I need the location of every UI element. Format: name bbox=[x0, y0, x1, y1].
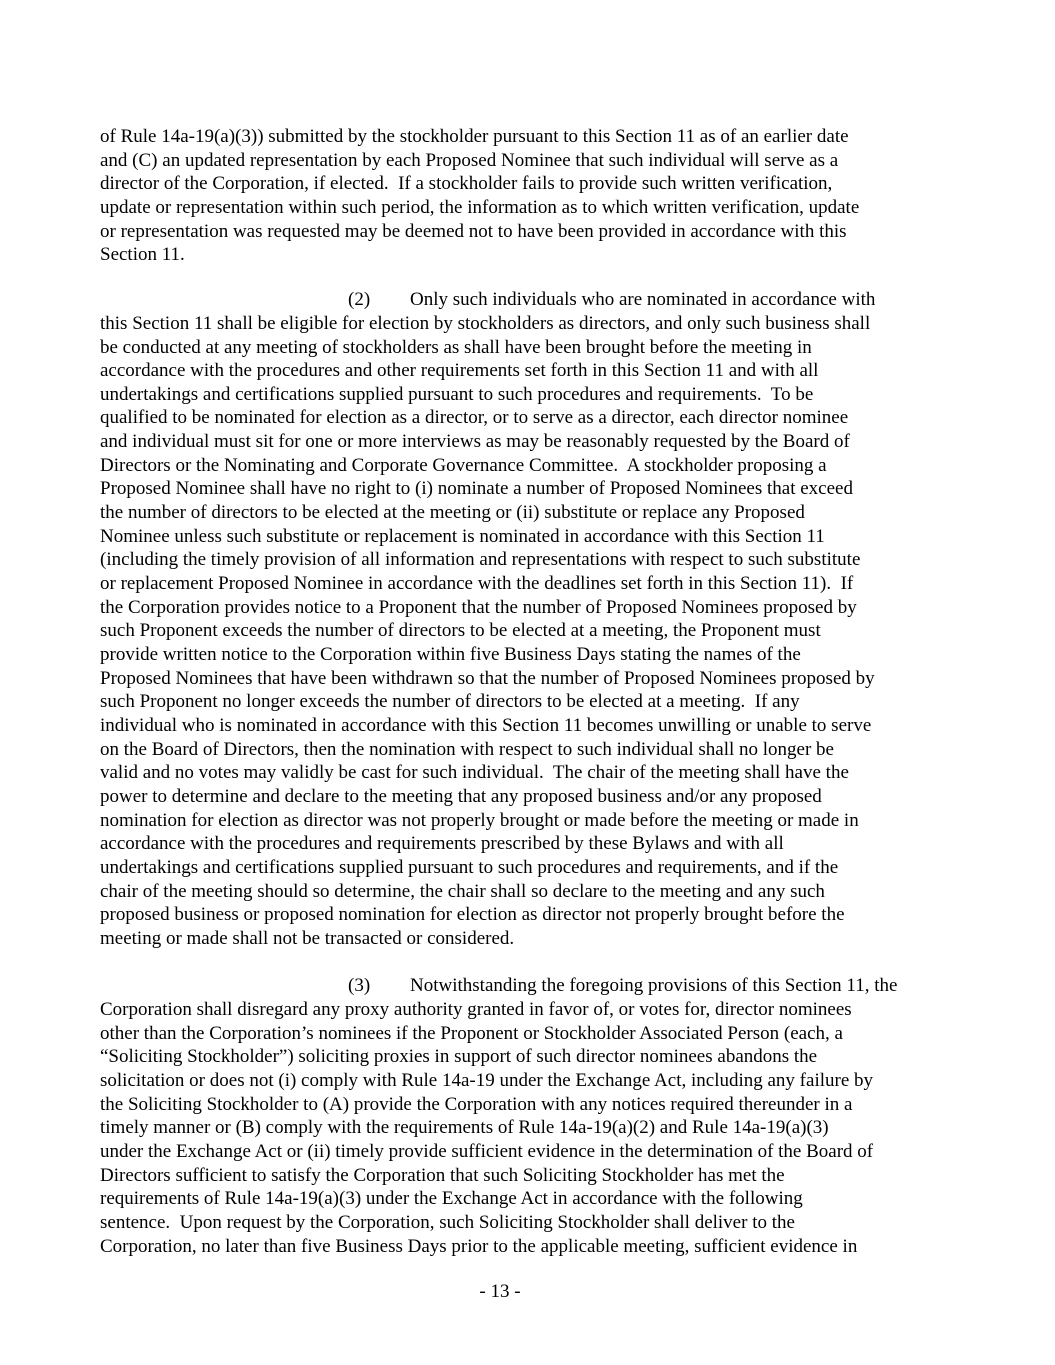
text-line: be conducted at any meeting of stockholders as shall have been brought before the meeting in bbox=[100, 337, 812, 358]
text-line: provide written notice to the Corporation within five Business Days stating the names of the bbox=[100, 644, 801, 665]
text-line: meeting or made shall not be transacted or considered. bbox=[100, 928, 515, 949]
text-line: accordance with the procedures and requirements prescribed by these Bylaws and with all bbox=[100, 833, 784, 854]
text-line: sentence. Upon request by the Corporation, such Soliciting Stockholder shall deliver to the bbox=[100, 1212, 795, 1233]
text-line: and (C) an updated representation by each Proposed Nominee that such individual will serve as a bbox=[100, 150, 839, 171]
paragraph-number: (3) bbox=[348, 975, 371, 996]
text-line: of Rule 14a-19(a)(3)) submitted by the stockholder pursuant to this Section 11 as of an earlier date bbox=[100, 126, 849, 147]
text-line: such Proponent no longer exceeds the number of directors to be elected at a meeting. If any bbox=[100, 691, 800, 712]
text-line: Directors sufficient to satisfy the Corporation that such Soliciting Stockholder has met the bbox=[100, 1165, 785, 1186]
text-line: qualified to be nominated for election as a director, or to serve as a director, each director nominee bbox=[100, 407, 849, 428]
text-line: or representation was requested may be deemed not to have been provided in accordance with this bbox=[100, 221, 847, 242]
text-line: such Proponent exceeds the number of directors to be elected at a meeting, the Proponent must bbox=[100, 620, 821, 641]
text-line: Nominee unless such substitute or replacement is nominated in accordance with this Section 11 bbox=[100, 526, 825, 547]
text-line: individual who is nominated in accordance with this Section 11 becomes unwilling or unable to serve bbox=[100, 715, 872, 736]
text-line: and individual must sit for one or more interviews as may be reasonably requested by the Board of bbox=[100, 431, 850, 452]
text-line: under the Exchange Act or (ii) timely provide sufficient evidence in the determination of the Board of bbox=[100, 1141, 874, 1162]
paragraph-first-line bbox=[348, 974, 897, 998]
text-line: the number of directors to be elected at the meeting or (ii) substitute or replace any Proposed bbox=[100, 502, 805, 523]
text-line: undertakings and certifications supplied pursuant to such procedures and requirements. To be bbox=[100, 384, 814, 405]
text-line: chair of the meeting should so determine, the chair shall so declare to the meeting and any such bbox=[100, 881, 825, 902]
text-line: accordance with the procedures and other requirements set forth in this Section 11 and with all bbox=[100, 360, 819, 381]
text-line: solicitation or does not (i) comply with Rule 14a-19 under the Exchange Act, including any failure by bbox=[100, 1070, 874, 1091]
text-line: Proposed Nominee shall have no right to (i) nominate a number of Proposed Nominees that exceed bbox=[100, 478, 853, 499]
text-line: director of the Corporation, if elected. If a stockholder fails to provide such written verification, bbox=[100, 173, 833, 194]
text-line: valid and no votes may validly be cast for such individual. The chair of the meeting shall have the bbox=[100, 762, 849, 783]
text-line: power to determine and declare to the meeting that any proposed business and/or any proposed bbox=[100, 786, 822, 807]
text-line: Section 11. bbox=[100, 244, 185, 265]
page-number: - 13 - bbox=[479, 1281, 521, 1302]
text-line: (including the timely provision of all information and representations with respect to such substitute bbox=[100, 549, 861, 570]
text-line: undertakings and certifications supplied pursuant to such procedures and requirements, and if the bbox=[100, 857, 839, 878]
text-line: update or representation within such period, the information as to which written verification, update bbox=[100, 197, 860, 218]
text-line: Corporation, no later than five Business Days prior to the applicable meeting, sufficient evidence in bbox=[100, 1236, 858, 1257]
text-line: nomination for election as director was not properly brought or made before the meeting or made in bbox=[100, 810, 859, 831]
text-line: Only such individuals who are nominated in accordance with bbox=[410, 289, 876, 310]
text-line: Directors or the Nominating and Corporate Governance Committee. A stockholder proposing a bbox=[100, 455, 827, 476]
text-line: the Corporation provides notice to a Proponent that the number of Proposed Nominees proposed by bbox=[100, 597, 857, 618]
text-line: Proposed Nominees that have been withdrawn so that the number of Proposed Nominees proposed by bbox=[100, 668, 875, 689]
text-line: other than the Corporation’s nominees if the Proponent or Stockholder Associated Person (each, a bbox=[100, 1023, 843, 1044]
text-line: proposed business or proposed nomination for election as director not properly brought before the bbox=[100, 904, 845, 925]
text-line: on the Board of Directors, then the nomination with respect to such individual shall no longer be bbox=[100, 739, 834, 760]
text-line: requirements of Rule 14a-19(a)(3) under the Exchange Act in accordance with the following bbox=[100, 1188, 803, 1209]
text-line: this Section 11 shall be eligible for election by stockholders as directors, and only such business shall bbox=[100, 313, 871, 334]
text-line: “Soliciting Stockholder”) soliciting proxies in support of such director nominees abandons the bbox=[100, 1046, 818, 1067]
text-line: timely manner or (B) comply with the requirements of Rule 14a-19(a)(2) and Rule 14a-19(a)(3) bbox=[100, 1117, 829, 1138]
text-line: or replacement Proposed Nominee in accordance with the deadlines set forth in this Section 11). If bbox=[100, 573, 854, 594]
paragraph-first-line bbox=[348, 288, 875, 312]
text-line: the Soliciting Stockholder to (A) provide the Corporation with any notices required thereunder in a bbox=[100, 1094, 853, 1115]
text-line: Notwithstanding the foregoing provisions of this Section 11, the bbox=[410, 975, 898, 996]
text-line: Corporation shall disregard any proxy authority granted in favor of, or votes for, director nominees bbox=[100, 999, 852, 1020]
paragraph-number: (2) bbox=[348, 289, 371, 310]
